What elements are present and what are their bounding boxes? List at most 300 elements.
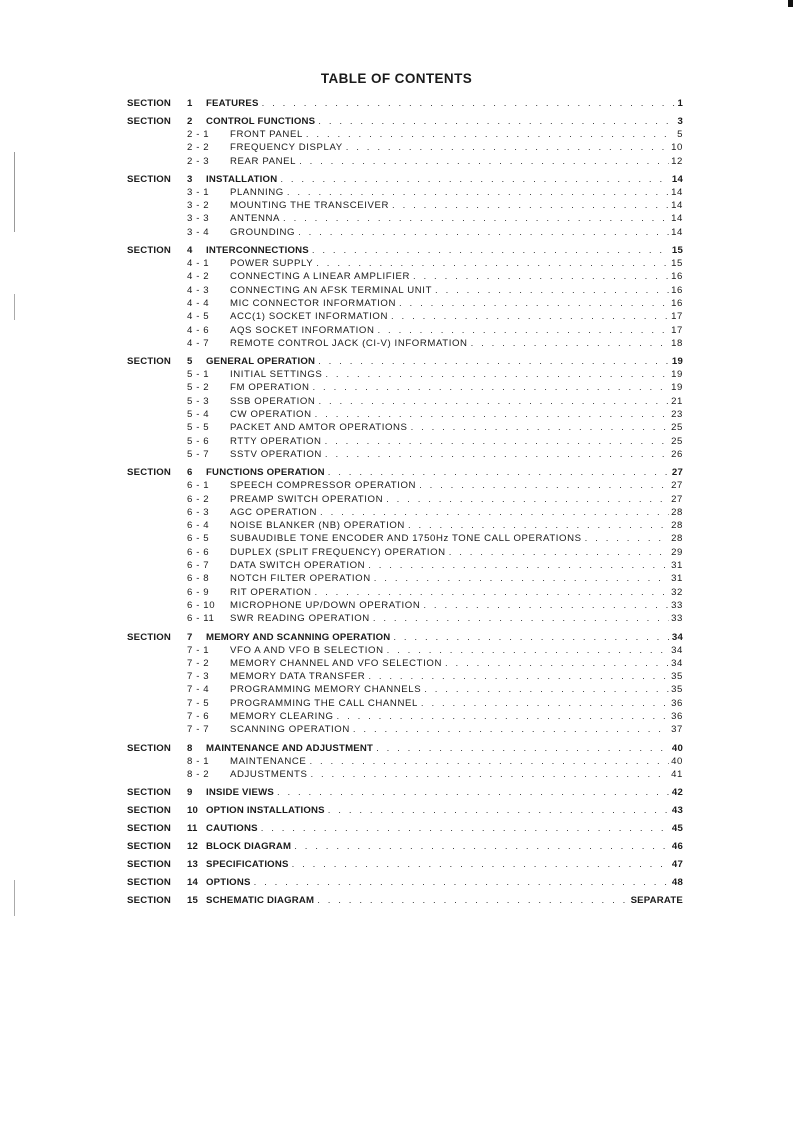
- dot-leader: [420, 599, 669, 612]
- page-number: 12: [671, 155, 683, 167]
- dot-leader: [373, 742, 670, 755]
- dot-leader: [310, 381, 670, 394]
- section-title: FEATURES: [206, 98, 259, 109]
- subsection-entry: [127, 408, 683, 421]
- dot-leader: [325, 804, 670, 817]
- page-number: 19: [671, 356, 683, 368]
- page-number: 33: [671, 599, 683, 611]
- dot-leader: [396, 297, 669, 310]
- page-number: 36: [671, 697, 683, 709]
- dot-leader: [446, 546, 669, 559]
- subsection-title: POWER SUPPLY: [230, 258, 314, 270]
- subsection-number: 8 - 2: [187, 768, 210, 780]
- section-number: 9: [187, 787, 193, 799]
- section-label: SECTION: [127, 116, 172, 127]
- page-title: TABLE OF CONTENTS: [320, 71, 473, 87]
- subsection-title: FREQUENCY DISPLAY: [230, 142, 343, 154]
- subsection-entry: [127, 519, 683, 532]
- dot-leader: [370, 612, 669, 625]
- subsection-entry: [127, 310, 683, 323]
- dot-leader: [258, 822, 670, 835]
- dot-leader: [313, 257, 669, 270]
- section-number: 15: [187, 895, 199, 907]
- section-number: 12: [187, 841, 199, 853]
- toc-section: [127, 840, 683, 853]
- dot-leader: [325, 466, 670, 479]
- dot-leader: [468, 337, 670, 350]
- dot-leader: [421, 683, 669, 696]
- section-entry: [127, 840, 683, 853]
- page-number: 21: [671, 395, 683, 407]
- section-title: OPTIONS: [206, 877, 251, 889]
- section-label: SECTION: [127, 805, 172, 817]
- page-number: 15: [671, 245, 683, 257]
- section-entry: [127, 244, 683, 257]
- subsection-entry: [127, 697, 683, 710]
- subsection-title: SSTV OPERATION: [230, 448, 322, 460]
- page-number: 14: [671, 226, 683, 238]
- subsection-entry: [127, 270, 683, 283]
- subsection-number: 6 - 10: [187, 599, 216, 611]
- toc-section: [127, 822, 683, 835]
- page-number: 16: [671, 284, 683, 296]
- section-entry: [127, 173, 683, 186]
- scan-margin-mark: [14, 294, 15, 320]
- page-number: 28: [671, 506, 683, 518]
- page-number: 23: [671, 409, 683, 421]
- subsection-number: 6 - 11: [187, 613, 215, 625]
- subsection-number: 2 - 2: [187, 142, 210, 154]
- dot-leader: [416, 479, 669, 492]
- subsection-number: 7 - 6: [187, 710, 210, 722]
- subsection-title: INITIAL SETTINGS: [230, 369, 323, 381]
- page-number: 45: [671, 823, 683, 835]
- subsection-entry: [127, 506, 683, 519]
- section-label: SECTION: [127, 742, 172, 754]
- subsection-title: RIT OPERATION: [230, 586, 312, 598]
- dot-leader: [375, 324, 670, 337]
- page-number: 27: [671, 467, 683, 479]
- dot-leader: [315, 115, 675, 128]
- section-number: 11: [187, 823, 198, 835]
- dot-leader: [274, 786, 670, 799]
- subsection-entry: [127, 257, 683, 270]
- subsection-entry: [127, 448, 683, 461]
- page-number: 15: [671, 258, 683, 270]
- subsection-entry: [127, 670, 683, 683]
- subsection-number: 3 - 2: [187, 200, 210, 212]
- dot-leader: [291, 840, 670, 853]
- dot-leader: [383, 493, 669, 506]
- dot-leader: [259, 97, 676, 110]
- section-title: OPTION INSTALLATIONS: [206, 805, 325, 817]
- subsection-entry: [127, 199, 683, 212]
- subsection-title: RTTY OPERATION: [230, 435, 322, 447]
- subsection-number: 4 - 2: [187, 271, 210, 283]
- subsection-number: 5 - 1: [187, 369, 210, 381]
- subsection-entry: [127, 284, 683, 297]
- page-number: 28: [671, 533, 683, 545]
- dot-leader: [289, 858, 670, 871]
- subsection-title: ADJUSTMENTS: [230, 768, 308, 780]
- subsection-number: 2 - 1: [187, 129, 210, 140]
- section-entry: [127, 115, 683, 128]
- toc-section: [127, 858, 683, 871]
- page-number: 29: [671, 546, 683, 558]
- dot-leader: [280, 212, 669, 225]
- section-number: 6: [187, 467, 193, 479]
- subsection-number: 3 - 1: [187, 186, 210, 198]
- subsection-title: MICROPHONE UP/DOWN OPERATION: [230, 599, 421, 611]
- dot-leader: [306, 755, 669, 768]
- subsection-title: MAINTENANCE: [230, 755, 307, 767]
- subsection-entry: [127, 141, 683, 154]
- subsection-number: 3 - 4: [187, 226, 210, 238]
- section-entry: [127, 466, 683, 479]
- dot-leader: [410, 270, 669, 283]
- section-title: CONTROL FUNCTIONS: [206, 116, 316, 127]
- page-number: 42: [671, 787, 683, 799]
- subsection-title: FM OPERATION: [230, 382, 310, 394]
- scan-margin-mark: [14, 880, 15, 916]
- dot-leader: [371, 572, 669, 585]
- page-number: 10: [671, 142, 683, 154]
- subsection-title: SCANNING OPERATION: [230, 724, 350, 736]
- dot-leader: [582, 532, 669, 545]
- section-number: 2: [187, 116, 193, 127]
- subsection-entry: [127, 368, 683, 381]
- section-title: INSIDE VIEWS: [206, 787, 274, 799]
- subsection-number: 4 - 5: [187, 311, 210, 323]
- subsection-title: PROGRAMMING THE CALL CHANNEL: [230, 697, 418, 709]
- subsection-number: 6 - 2: [187, 493, 210, 505]
- subsection-number: 4 - 3: [187, 284, 210, 296]
- page-number: 35: [671, 684, 683, 696]
- subsection-number: 7 - 5: [187, 697, 210, 709]
- section-number: 7: [187, 631, 193, 643]
- subsection-entry: [127, 395, 683, 408]
- toc-section: [127, 786, 683, 799]
- subsection-number: 6 - 7: [187, 560, 210, 572]
- page-number: 46: [671, 841, 683, 853]
- subsection-title: MEMORY CLEARING: [230, 710, 334, 722]
- subsection-title: PLANNING: [230, 186, 284, 198]
- dot-leader: [390, 631, 670, 644]
- subsection-title: REMOTE CONTROL JACK (CI-V) INFORMATION: [230, 337, 468, 349]
- subsection-entry: [127, 612, 683, 625]
- page-number: 27: [671, 493, 683, 505]
- page-number: 5: [677, 129, 683, 140]
- section-entry: [127, 804, 683, 817]
- toc-section: [127, 97, 683, 110]
- section-title: GENERAL OPERATION: [206, 356, 316, 368]
- subsection-number: 5 - 7: [187, 448, 210, 460]
- toc-section: [127, 876, 683, 889]
- section-entry: [127, 786, 683, 799]
- subsection-title: AQS SOCKET INFORMATION: [230, 324, 375, 336]
- section-title: SPECIFICATIONS: [206, 859, 289, 871]
- subsection-number: 7 - 1: [187, 644, 210, 656]
- section-number: 8: [187, 742, 193, 754]
- page-number: 36: [671, 710, 683, 722]
- subsection-title: MEMORY CHANNEL AND VFO SELECTION: [230, 657, 443, 669]
- page-number: 17: [671, 311, 683, 323]
- subsection-entry: [127, 212, 683, 225]
- subsection-title: FRONT PANEL: [230, 129, 303, 140]
- subsection-title: GROUNDING: [230, 226, 296, 238]
- section-title: INTERCONNECTIONS: [206, 245, 309, 257]
- page-number: 14: [671, 173, 683, 185]
- dot-leader: [296, 155, 669, 168]
- page-number: 34: [671, 631, 683, 643]
- subsection-entry: [127, 768, 683, 781]
- subsection-entry: [127, 599, 683, 612]
- subsection-number: 5 - 3: [187, 395, 210, 407]
- dot-leader: [251, 876, 670, 889]
- subsection-number: 5 - 6: [187, 435, 210, 447]
- subsection-number: 4 - 6: [187, 324, 210, 336]
- dot-leader: [418, 697, 669, 710]
- section-label: SECTION: [127, 895, 172, 907]
- subsection-number: 3 - 3: [187, 213, 210, 225]
- toc-section: [127, 631, 683, 737]
- section-number: 1: [187, 98, 193, 109]
- subsection-title: CONNECTING A LINEAR AMPLIFIER: [230, 271, 410, 283]
- dot-leader: [405, 519, 669, 532]
- page-number: 14: [671, 200, 683, 212]
- page-number: 47: [671, 859, 683, 871]
- section-label: SECTION: [127, 877, 172, 889]
- dot-leader: [295, 226, 669, 239]
- subsection-title: DUPLEX (SPLIT FREQUENCY) OPERATION: [230, 546, 446, 558]
- subsection-title: PACKET AND AMTOR OPERATIONS: [230, 422, 408, 434]
- dot-leader: [343, 141, 669, 154]
- page-number: 37: [671, 724, 683, 736]
- subsection-title: CW OPERATION: [230, 409, 312, 421]
- subsection-entry: [127, 493, 683, 506]
- subsection-title: AGC OPERATION: [230, 506, 318, 518]
- section-number: 13: [187, 859, 199, 871]
- section-entry: [127, 876, 683, 889]
- page-number: 3: [677, 116, 683, 127]
- subsection-entry: [127, 226, 683, 239]
- section-number: 10: [187, 805, 199, 817]
- subsection-entry: [127, 559, 683, 572]
- dot-leader: [365, 670, 669, 683]
- subsection-title: PROGRAMMING MEMORY CHANNELS: [230, 684, 422, 696]
- page-number: 31: [671, 560, 683, 572]
- dot-leader: [322, 448, 669, 461]
- subsection-entry: [127, 644, 683, 657]
- section-number: 14: [187, 877, 199, 889]
- subsection-number: 5 - 2: [187, 382, 210, 394]
- subsection-number: 8 - 1: [187, 755, 210, 767]
- dot-leader: [309, 244, 670, 257]
- subsection-entry: [127, 532, 683, 545]
- section-label: SECTION: [127, 787, 172, 799]
- toc-section: [127, 742, 683, 782]
- dot-leader: [334, 710, 670, 723]
- section-label: SECTION: [127, 356, 172, 368]
- page-number: 27: [671, 480, 683, 492]
- dot-leader: [277, 173, 670, 186]
- section-label: SECTION: [127, 173, 172, 185]
- subsection-number: 6 - 8: [187, 573, 210, 585]
- dot-leader: [312, 586, 670, 599]
- subsection-entry: [127, 155, 683, 168]
- section-title: MAINTENANCE AND ADJUSTMENT: [206, 742, 374, 754]
- page-number: 28: [671, 520, 683, 532]
- section-title: MEMORY AND SCANNING OPERATION: [206, 631, 391, 643]
- subsection-number: 6 - 6: [187, 546, 210, 558]
- dot-leader: [408, 421, 670, 434]
- section-entry: [127, 742, 683, 755]
- subsection-number: 6 - 5: [187, 533, 210, 545]
- dot-leader: [388, 310, 669, 323]
- subsection-number: 7 - 3: [187, 671, 210, 683]
- section-label: SECTION: [127, 631, 172, 643]
- subsection-entry: [127, 381, 683, 394]
- subsection-title: SUBAUDIBLE TONE ENCODER AND 1750Hz TONE CALL OPERATIONS: [230, 533, 582, 545]
- subsection-title: DATA SWITCH OPERATION: [230, 560, 366, 572]
- page-number: 41: [671, 768, 683, 780]
- toc-section: [127, 115, 683, 168]
- subsection-entry: [127, 586, 683, 599]
- section-entry: [127, 97, 683, 110]
- subsection-number: 6 - 4: [187, 520, 210, 532]
- subsection-number: 4 - 4: [187, 297, 210, 309]
- subsection-entry: [127, 572, 683, 585]
- subsection-entry: [127, 546, 683, 559]
- section-title: SCHEMATIC DIAGRAM: [206, 895, 315, 907]
- dot-leader: [315, 395, 669, 408]
- dot-leader: [350, 723, 669, 736]
- subsection-entry: [127, 683, 683, 696]
- section-label: SECTION: [127, 245, 172, 257]
- section-number: 3: [187, 173, 193, 185]
- subsection-title: MOUNTING THE TRANSCEIVER: [230, 200, 390, 212]
- subsection-entry: [127, 324, 683, 337]
- section-label: SECTION: [127, 467, 172, 479]
- page-number: 35: [671, 671, 683, 683]
- toc-section: [127, 355, 683, 461]
- dot-leader: [389, 199, 669, 212]
- dot-leader: [365, 559, 669, 572]
- dot-leader: [322, 435, 670, 448]
- page-number: 16: [671, 297, 683, 309]
- dot-leader: [314, 894, 628, 907]
- section-number: 4: [187, 245, 193, 257]
- subsection-title: SSB OPERATION: [230, 395, 316, 407]
- subsection-title: VFO A AND VFO B SELECTION: [230, 644, 384, 656]
- page-number: 14: [671, 186, 683, 198]
- subsection-number: 5 - 5: [187, 422, 210, 434]
- page-number: 25: [671, 422, 683, 434]
- section-title: CAUTIONS: [206, 823, 258, 835]
- dot-leader: [315, 355, 670, 368]
- subsection-entry: [127, 421, 683, 434]
- subsection-number: 5 - 4: [187, 409, 210, 421]
- page-number: 26: [671, 448, 683, 460]
- section-label: SECTION: [127, 98, 172, 109]
- subsection-title: SPEECH COMPRESSOR OPERATION: [230, 480, 417, 492]
- page-number: 33: [671, 613, 683, 625]
- subsection-entry: [127, 186, 683, 199]
- page-number: 40: [671, 742, 683, 754]
- section-title: BLOCK DIAGRAM: [206, 841, 292, 853]
- subsection-number: 7 - 4: [187, 684, 210, 696]
- section-label: SECTION: [127, 823, 172, 835]
- subsection-entry: [127, 723, 683, 736]
- subsection-number: 7 - 2: [187, 657, 210, 669]
- subsection-title: NOTCH FILTER OPERATION: [230, 573, 371, 585]
- subsection-entry: [127, 337, 683, 350]
- page-number: 1: [677, 98, 683, 109]
- subsection-number: 6 - 1: [187, 480, 210, 492]
- toc-section: [127, 466, 683, 625]
- page-number: 19: [671, 369, 683, 381]
- page-number: 34: [671, 657, 683, 669]
- page-number: 18: [671, 337, 683, 349]
- subsection-entry: [127, 710, 683, 723]
- section-title: INSTALLATION: [206, 173, 278, 185]
- subsection-title: MIC CONNECTOR INFORMATION: [230, 297, 397, 309]
- subsection-number: 7 - 7: [187, 724, 210, 736]
- page-number: 31: [671, 573, 683, 585]
- scan-margin-mark: [14, 152, 15, 232]
- subsection-entry: [127, 297, 683, 310]
- subsection-number: 4 - 7: [187, 337, 210, 349]
- section-label: SECTION: [127, 841, 172, 853]
- subsection-number: 4 - 1: [187, 258, 210, 270]
- section-title: FUNCTIONS OPERATION: [206, 467, 325, 479]
- page-number: 16: [671, 271, 683, 283]
- table-of-contents: [127, 97, 683, 912]
- subsection-number: 2 - 3: [187, 155, 210, 167]
- toc-section: [127, 804, 683, 817]
- dot-leader: [312, 408, 669, 421]
- dot-leader: [317, 506, 669, 519]
- subsection-title: CONNECTING AN AFSK TERMINAL UNIT: [230, 284, 433, 296]
- page-number: 40: [671, 755, 683, 767]
- dot-leader: [284, 186, 669, 199]
- toc-section: [127, 894, 683, 907]
- page-number: 14: [671, 213, 683, 225]
- page-number: 43: [671, 805, 683, 817]
- page-number: SEPARATE: [630, 895, 683, 907]
- section-number: 5: [187, 356, 193, 368]
- subsection-entry: [127, 479, 683, 492]
- dot-leader: [432, 284, 669, 297]
- subsection-number: 6 - 9: [187, 586, 210, 598]
- subsection-title: ACC(1) SOCKET INFORMATION: [230, 311, 389, 323]
- section-entry: [127, 355, 683, 368]
- section-entry: [127, 858, 683, 871]
- toc-section: [127, 173, 683, 239]
- subsection-entry: [127, 128, 683, 141]
- page-number: 25: [671, 435, 683, 447]
- page-number: 32: [671, 586, 683, 598]
- page-number: 34: [671, 644, 683, 656]
- subsection-number: 6 - 3: [187, 506, 210, 518]
- dot-leader: [322, 368, 669, 381]
- subsection-title: ANTENNA: [230, 213, 281, 225]
- page-number: 48: [671, 877, 683, 889]
- section-entry: [127, 822, 683, 835]
- dot-leader: [442, 657, 669, 670]
- subsection-title: PREAMP SWITCH OPERATION: [230, 493, 384, 505]
- subsection-entry: [127, 755, 683, 768]
